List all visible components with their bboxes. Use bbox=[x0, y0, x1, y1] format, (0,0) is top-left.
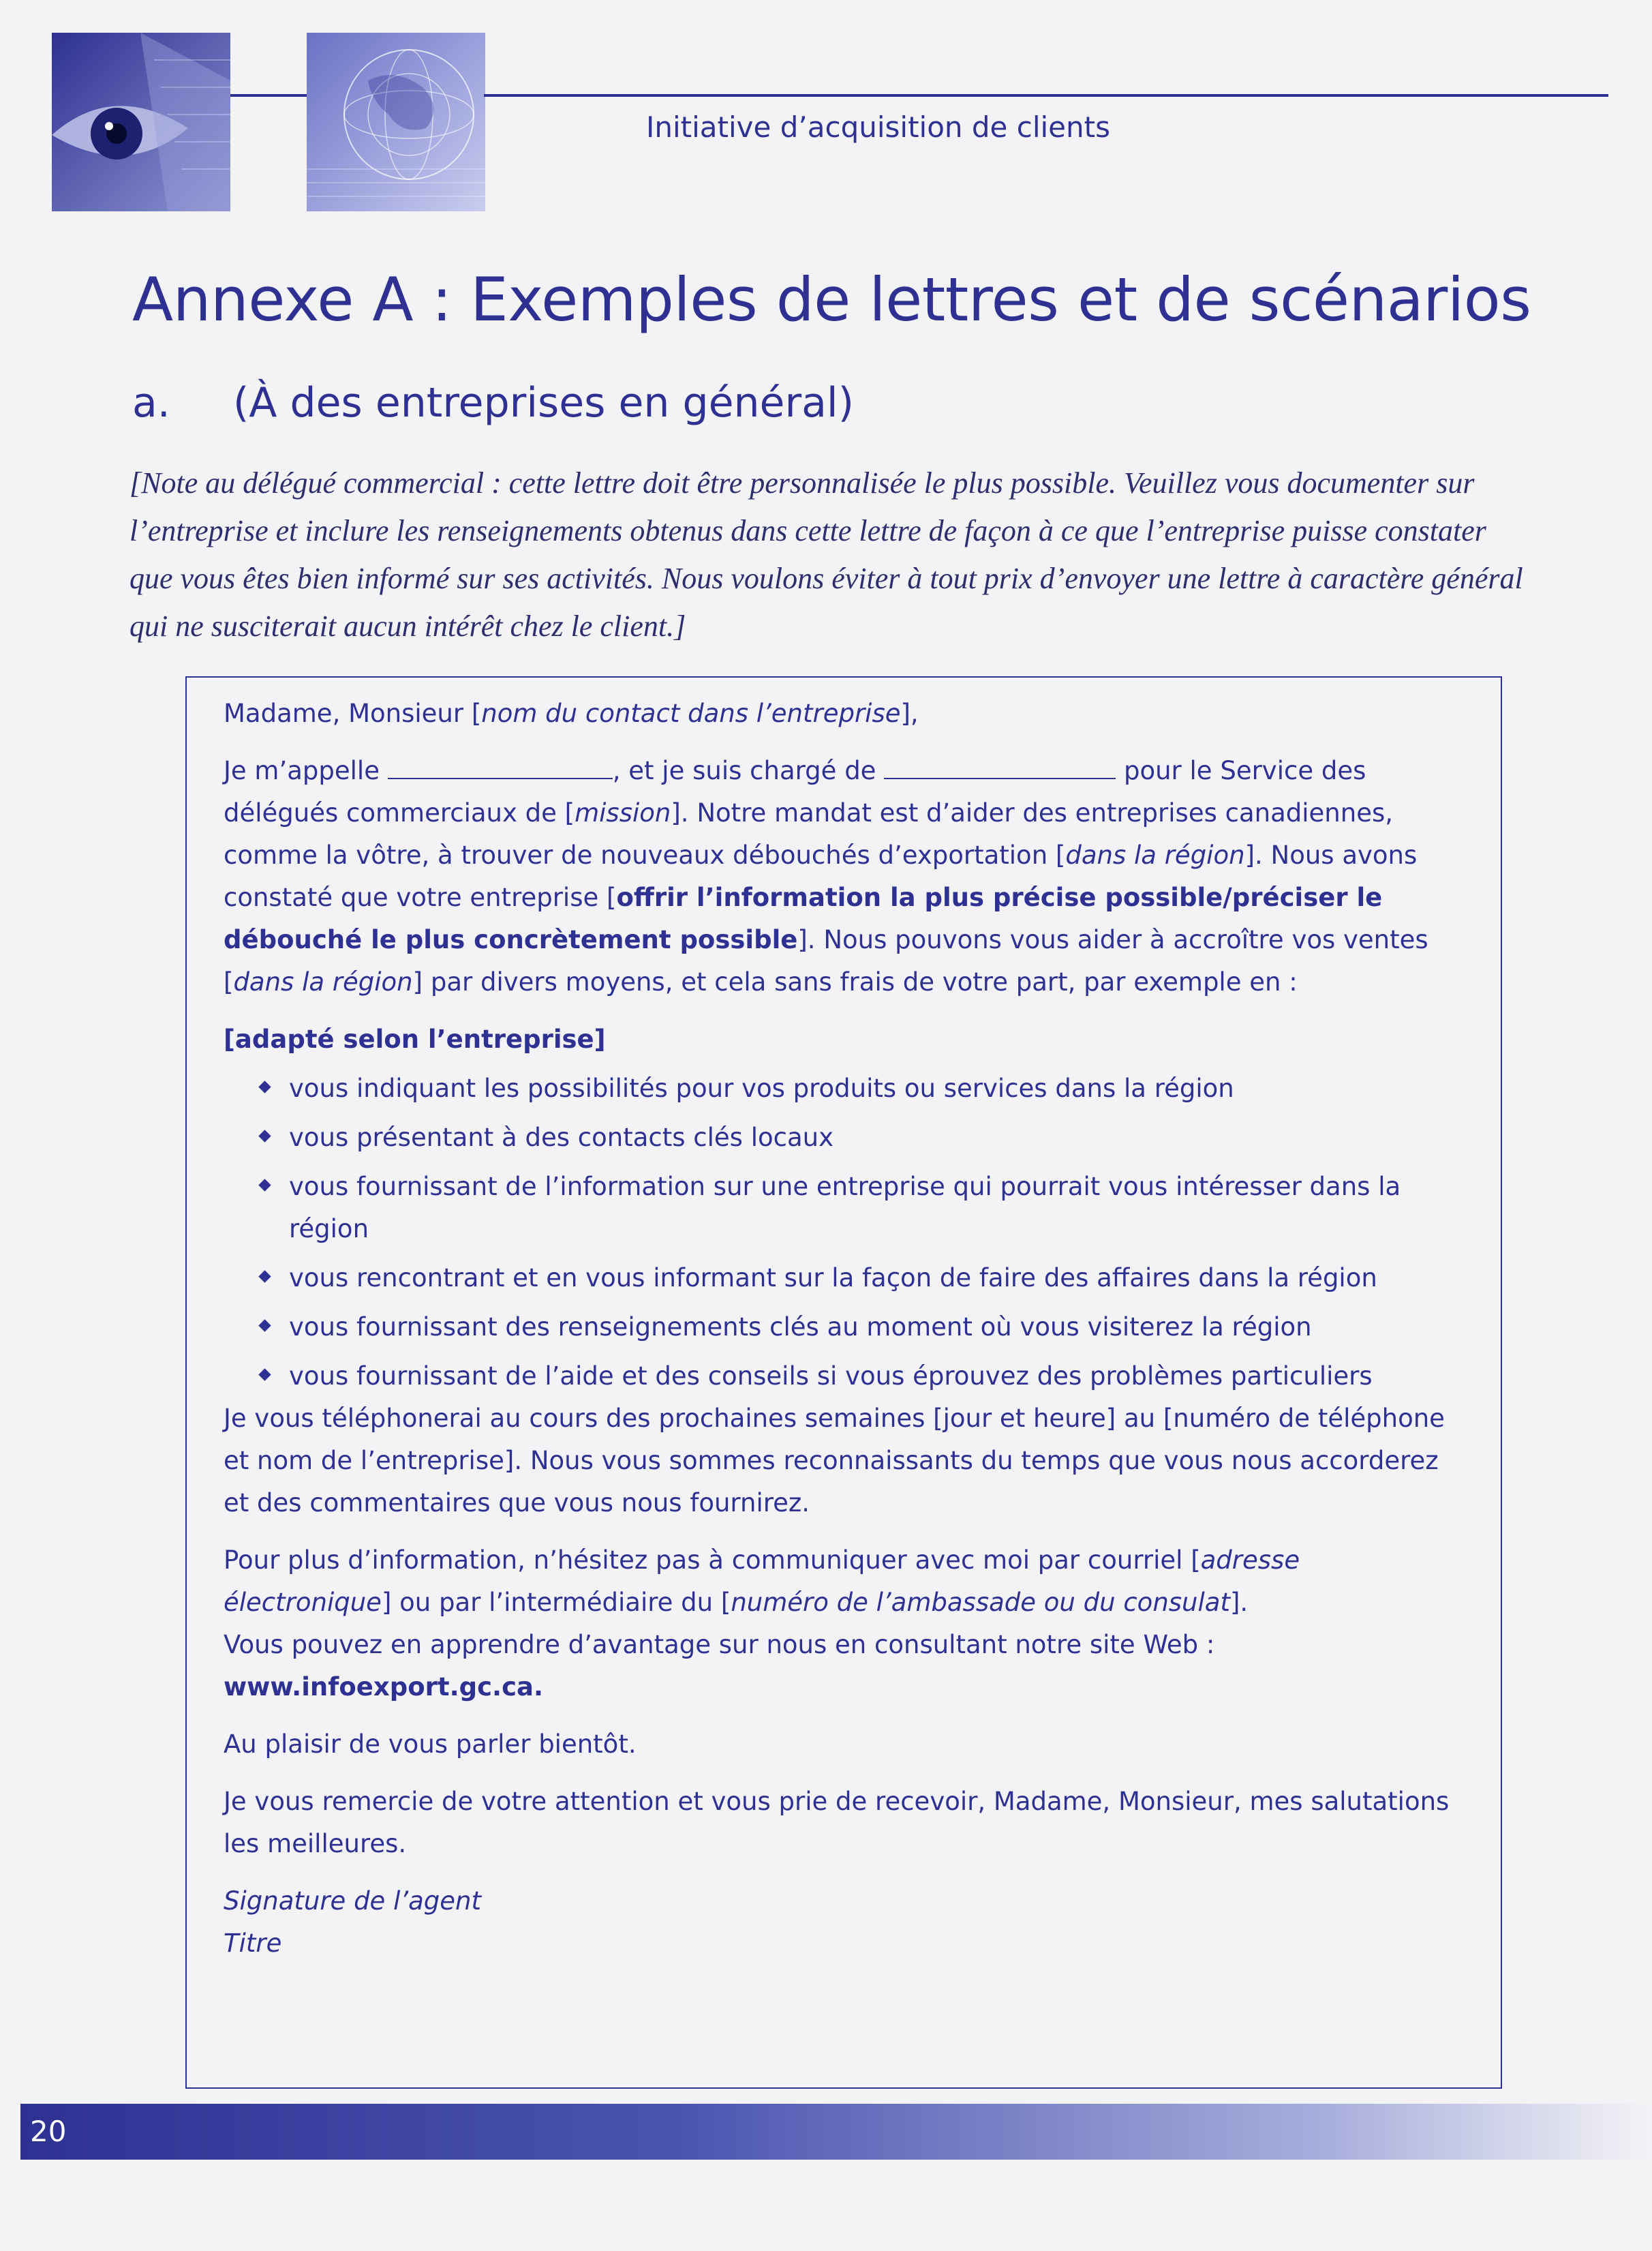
info-text-3: ]. bbox=[1229, 1588, 1249, 1617]
section-title-text: (À des entreprises en général) bbox=[233, 379, 854, 427]
intro-text-5: ]. Nous avons constaté que votre entreprise [ bbox=[224, 841, 1418, 912]
page-heading: Annexe A : Exemples de lettres et de scénarios bbox=[132, 265, 1531, 335]
website-url-line bbox=[224, 1666, 1471, 1708]
list-item bbox=[224, 1068, 1471, 1110]
list-item-text: vous fournissant des renseignements clés au moment où vous visiterez la région bbox=[289, 1312, 1312, 1342]
signature: Signature de l’agent bbox=[224, 1886, 482, 1916]
intro-text-4: ]. Notre mandat est d’aider des entreprises canadiennes, comme la vôtre, à trouver de nouveaux débouchés d’exportation [ bbox=[224, 798, 1393, 870]
list-item bbox=[224, 1257, 1471, 1299]
list-item bbox=[224, 1355, 1471, 1398]
info-embassy: numéro de l’ambassade ou du consulat bbox=[731, 1588, 1230, 1617]
website-link[interactable]: www.infoexport.gc.ca. bbox=[224, 1672, 544, 1702]
footer-bar bbox=[20, 2104, 1652, 2160]
service-list bbox=[224, 1068, 1471, 1398]
closing-line-2: Je vous remercie de votre attention et vous prie de recevoir, Madame, Monsieur, mes salutations les meilleures. bbox=[224, 1787, 1450, 1858]
info-email: adresse électronique bbox=[224, 1545, 1300, 1617]
bullet-diamond-icon bbox=[258, 1130, 271, 1142]
call-paragraph: Je vous téléphonerai au cours des prochaines semaines [jour et heure] au [numéro de téléphone et nom de l’entreprise]. Nous vous sommes reconnaissants du temps que vous nous accorderez et des commentaires que vous nous fournirez. bbox=[224, 1404, 1445, 1517]
website-text: Vous pouvez en apprendre d’avantage sur nous en consultant notre site Web : bbox=[224, 1630, 1215, 1659]
list-item bbox=[224, 1306, 1471, 1348]
signature-title: Titre bbox=[224, 1929, 282, 1958]
salutation-end: ], bbox=[900, 699, 919, 728]
section-title bbox=[132, 379, 854, 427]
bullet-diamond-icon bbox=[258, 1179, 271, 1191]
salutation bbox=[224, 693, 1471, 735]
list-item-text: vous rencontrant et en vous informant sur la façon de faire des affaires dans la région bbox=[289, 1263, 1377, 1293]
list-item-text: vous fournissant de l’aide et des conseils si vous éprouvez des problèmes particuliers bbox=[289, 1361, 1373, 1391]
intro-text-3: pour le Service des délégués commerciaux de [ bbox=[224, 756, 1366, 828]
header-title: Initiative d’acquisition de clients bbox=[646, 110, 1110, 144]
intro-text-1: Je m’appelle bbox=[224, 756, 388, 785]
intro-region-1: dans la région bbox=[1065, 841, 1245, 870]
closing-line-1: Au plaisir de vous parler bientôt. bbox=[224, 1729, 637, 1759]
signature-block bbox=[224, 1880, 1471, 1922]
salutation-start: Madame, Monsieur [ bbox=[224, 699, 482, 728]
eye-image bbox=[52, 33, 230, 211]
info-paragraph bbox=[224, 1539, 1471, 1624]
delegate-note: [Note au délégué commercial : cette lettre doit être personnalisée le plus possible. Veuillez vous documenter sur l’entreprise et inclure les renseignements obtenus dans cette lettre de façon à ce que l’entreprise puisse constater que vous êtes bien informé sur ses activités. Nous voulons éviter à tout prix d’envoyer une lettre à caractère général qui ne susciterait aucun intérêt chez le client.] bbox=[129, 466, 1523, 643]
info-text-1: Pour plus d’information, n’hésitez pas à communiquer avec moi par courriel [ bbox=[224, 1545, 1201, 1575]
name-blank bbox=[388, 757, 613, 779]
adapt-label bbox=[224, 1018, 1471, 1061]
info-text-2: ] ou par l’intermédiaire du [ bbox=[381, 1588, 731, 1617]
adapt-label-text: [adapté selon l’entreprise] bbox=[224, 1025, 606, 1054]
bullet-diamond-icon bbox=[258, 1270, 271, 1282]
salutation-contact: nom du contact dans l’entreprise bbox=[481, 699, 901, 728]
globe-image bbox=[307, 33, 485, 211]
page-number: 20 bbox=[30, 2115, 67, 2148]
intro-text-7: ] par divers moyens, et cela sans frais de votre part, par exemple en : bbox=[412, 967, 1298, 997]
list-item-text: vous présentant à des contacts clés locaux bbox=[289, 1123, 833, 1152]
intro-region-2: dans la région bbox=[233, 967, 413, 997]
list-item bbox=[224, 1166, 1471, 1250]
intro-text-6: ]. Nous pouvons vous aider à accroître vos ventes [ bbox=[224, 925, 1428, 997]
intro-mission: mission bbox=[575, 798, 671, 828]
bullet-diamond-icon bbox=[258, 1319, 271, 1331]
list-item bbox=[224, 1117, 1471, 1159]
intro-text-2: , et je suis chargé de bbox=[612, 756, 885, 785]
role-blank bbox=[884, 757, 1116, 779]
section-letter: a. bbox=[132, 379, 170, 427]
bullet-diamond-icon bbox=[258, 1368, 271, 1380]
intro-bold: offrir l’information la plus précise possible/préciser le débouché le plus concrètement possible bbox=[224, 883, 1383, 954]
list-item-text: vous fournissant de l’information sur une entreprise qui pourrait vous intéresser dans la région bbox=[289, 1172, 1401, 1243]
bullet-diamond-icon bbox=[258, 1081, 271, 1093]
list-item-text: vous indiquant les possibilités pour vos produits ou services dans la région bbox=[289, 1074, 1234, 1103]
intro-paragraph bbox=[224, 750, 1471, 1003]
title-line bbox=[224, 1922, 1471, 1965]
letter-body bbox=[224, 693, 1471, 1965]
header-rule-right bbox=[484, 94, 1608, 97]
